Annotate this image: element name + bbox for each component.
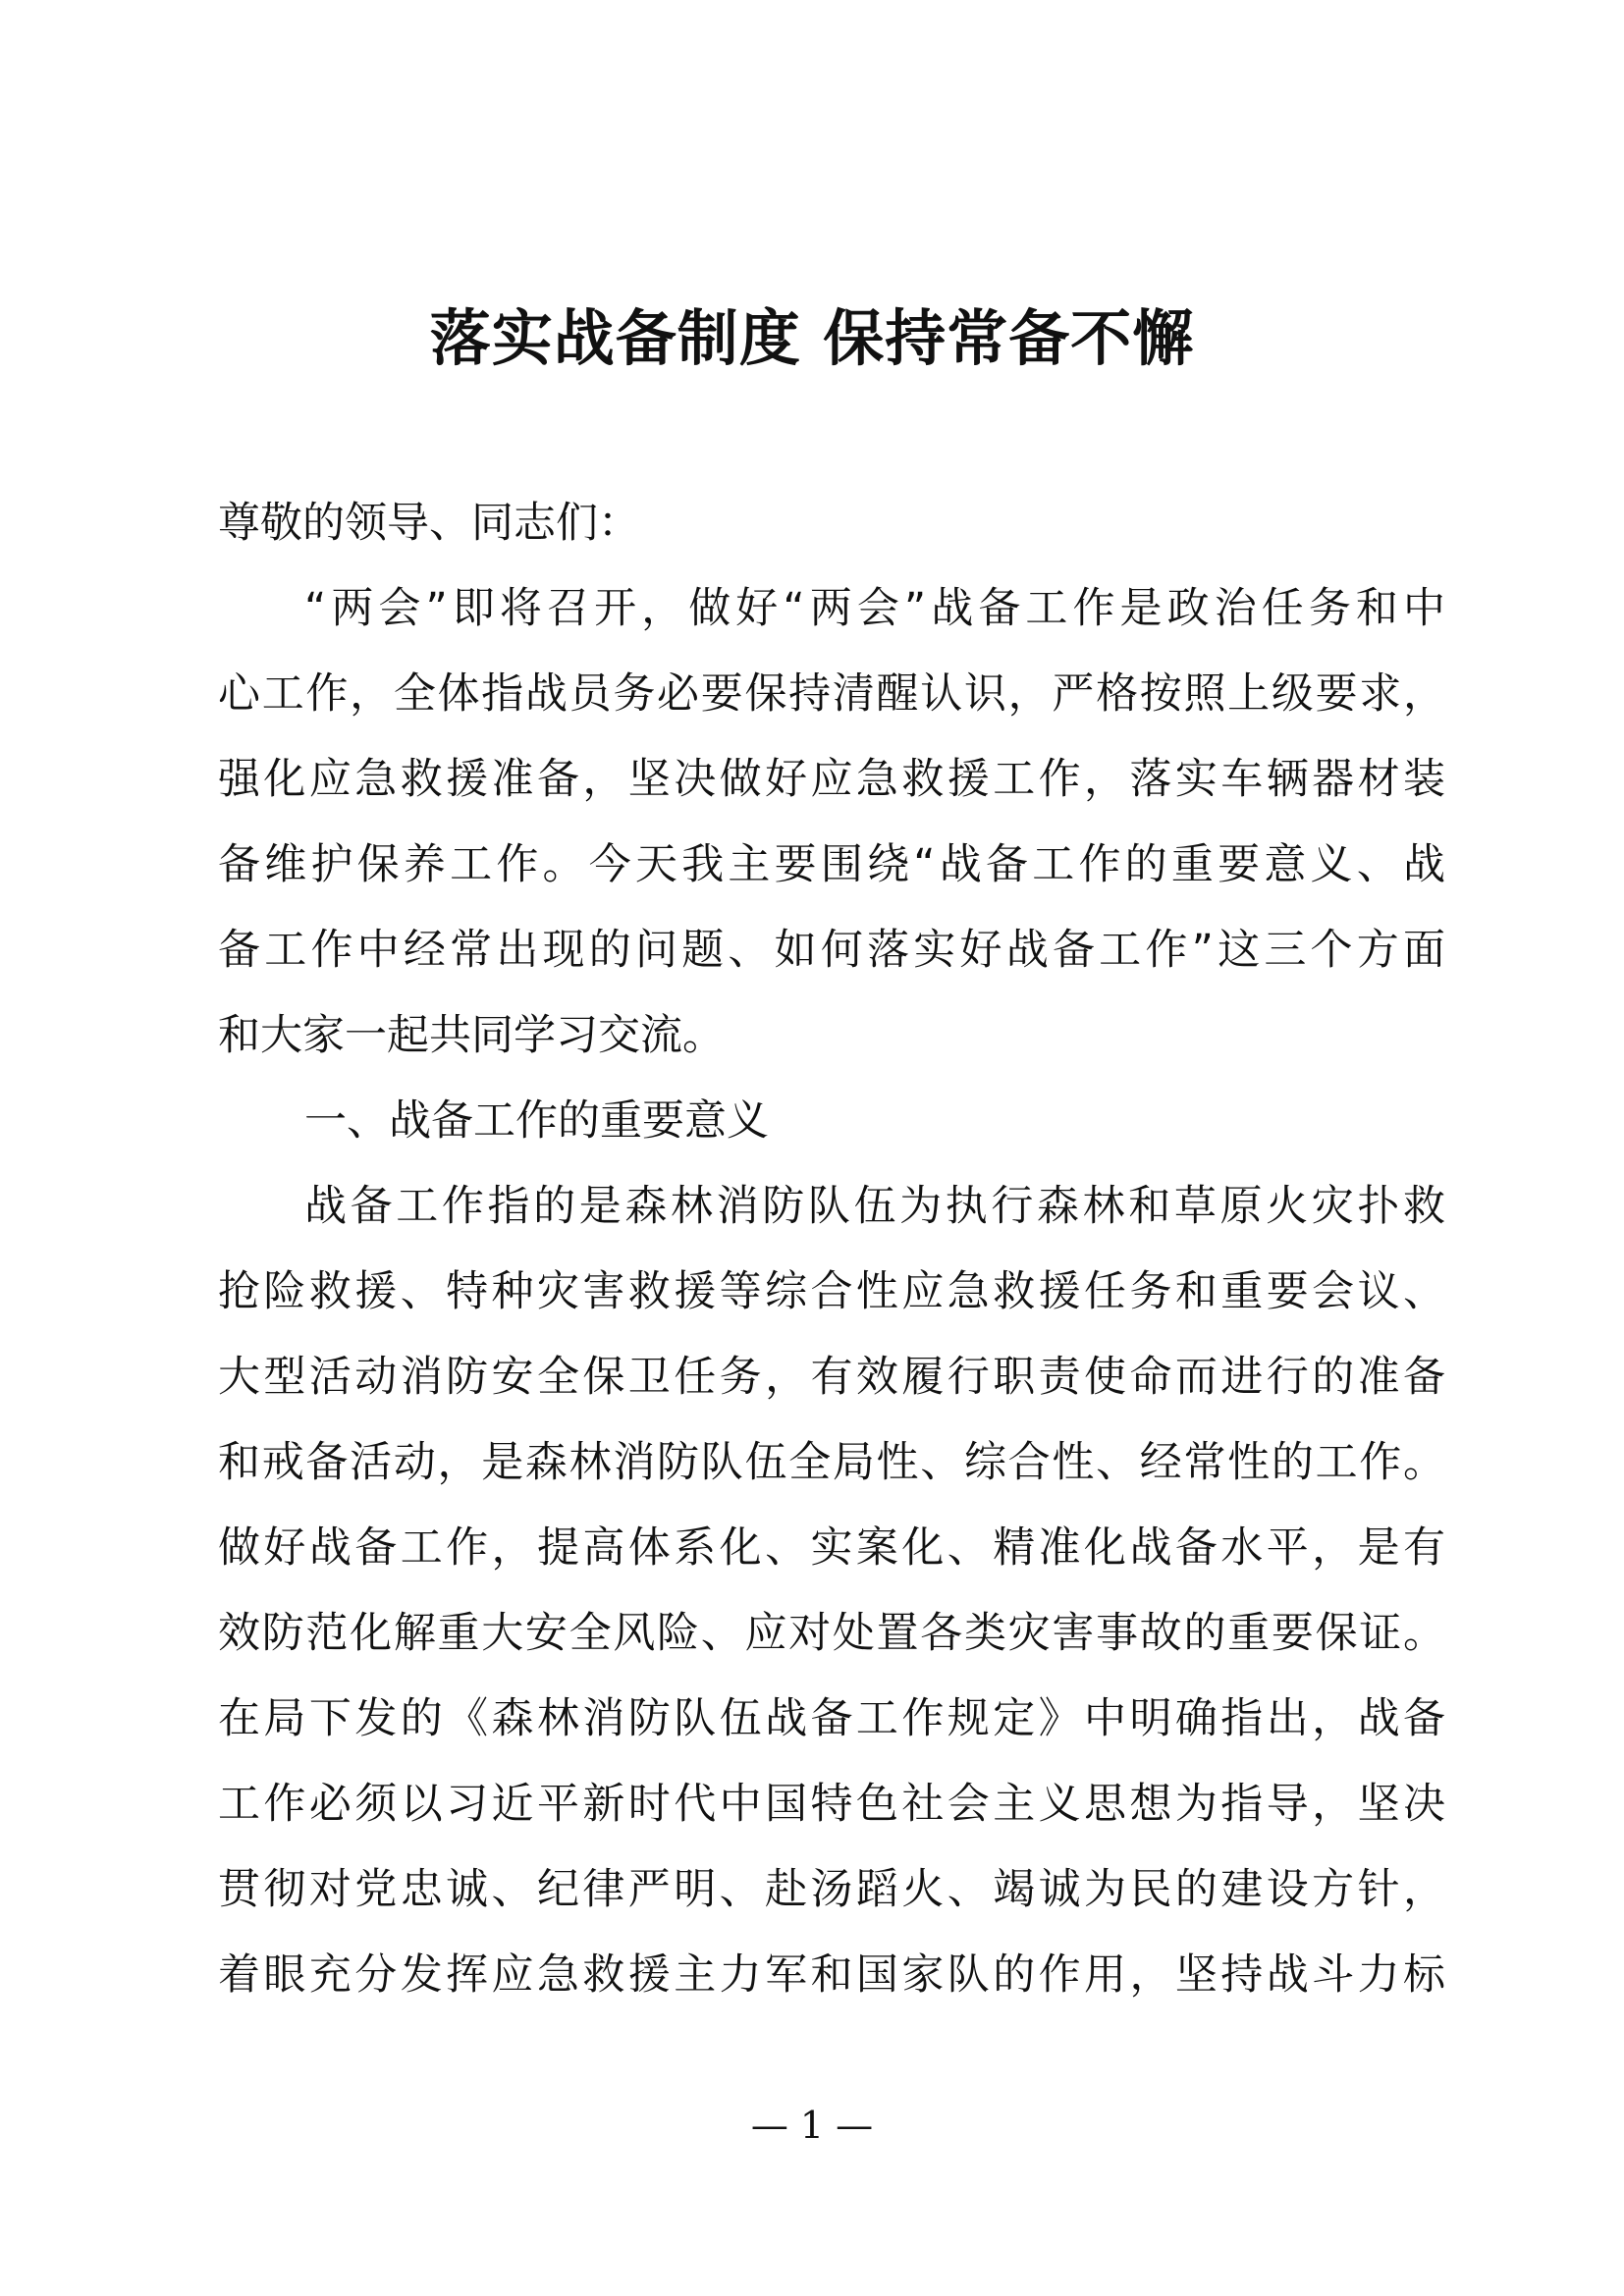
paragraph-line: 和大家一起共同学习交流。 bbox=[218, 1011, 725, 1060]
paragraph-line: 工作必须以习近平新时代中国特色社会主义思想为指导，坚决 bbox=[218, 1780, 1445, 1829]
document-body bbox=[218, 481, 1445, 2018]
paragraph-line: 效防范化解重大安全风险、应对处置各类灾害事故的重要保证。 bbox=[218, 1609, 1445, 1658]
document-title: 落实战备制度 保持常备不懈 bbox=[429, 302, 1195, 374]
page-number: — 1 — bbox=[750, 2104, 874, 2147]
paragraph-line: 和戒备活动，是森林消防队伍全局性、综合性、经常性的工作。 bbox=[218, 1438, 1445, 1487]
paragraph-line: 战备工作指的是森林消防队伍为执行森林和草原火灾扑救 bbox=[304, 1182, 1445, 1231]
paragraph-line: “两会”即将召开，做好“两会”战备工作是政治任务和中 bbox=[304, 584, 1445, 633]
paragraph-line: 备维护保养工作。今天我主要围绕“战备工作的重要意义、战 bbox=[218, 840, 1445, 889]
paragraph-line: 备工作中经常出现的问题、如何落实好战备工作”这三个方面 bbox=[218, 926, 1445, 975]
paragraph-line: 贯彻对党忠诚、纪律严明、赴汤蹈火、竭诚为民的建设方针， bbox=[218, 1865, 1445, 1914]
paragraph-line: 抢险救援、特种灾害救援等综合性应急救援任务和重要会议、 bbox=[218, 1267, 1445, 1316]
paragraph-line: 强化应急救援准备，坚决做好应急救援工作，落实车辆器材装 bbox=[218, 755, 1445, 804]
paragraph-line: 心工作，全体指战员务必要保持清醒认识，严格按照上级要求， bbox=[218, 669, 1445, 719]
paragraph-line: 做好战备工作，提高体系化、实案化、精准化战备水平，是有 bbox=[218, 1523, 1445, 1573]
paragraph-line: 在局下发的《森林消防队伍战备工作规定》中明确指出，战备 bbox=[218, 1694, 1445, 1743]
section-heading: 一、战备工作的重要意义 bbox=[304, 1096, 769, 1146]
paragraph-line: 大型活动消防安全保卫任务，有效履行职责使命而进行的准备 bbox=[218, 1353, 1445, 1402]
salutation: 尊敬的领导、同志们： bbox=[218, 499, 640, 548]
paragraph-line: 着眼充分发挥应急救援主力军和国家队的作用，坚持战斗力标 bbox=[218, 1950, 1445, 2000]
